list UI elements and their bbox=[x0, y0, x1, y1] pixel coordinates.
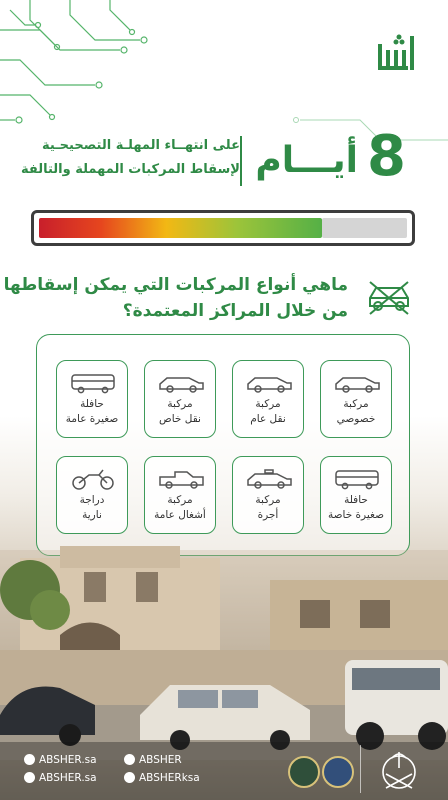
divider bbox=[240, 136, 242, 186]
globe-icon bbox=[24, 754, 35, 765]
vehicle-type-line-1: مركبة bbox=[255, 494, 281, 506]
traffic-emblem-icon bbox=[322, 756, 354, 788]
pickup-icon bbox=[157, 467, 205, 491]
twitter-icon bbox=[124, 754, 135, 765]
no-car-icon bbox=[364, 276, 414, 320]
vehicle-type-line-1: مركبة bbox=[343, 398, 369, 410]
countdown-subtitle-2: لإسقاط المركبات المهملة والتالفة bbox=[20, 162, 240, 177]
vehicle-card-label bbox=[321, 493, 391, 523]
vehicle-card bbox=[320, 456, 392, 534]
vehicle-type-line-1: مركبة bbox=[167, 494, 193, 506]
facebook-link[interactable]: ABSHERksa bbox=[124, 772, 200, 784]
vehicle-card bbox=[144, 360, 216, 438]
vehicle-type-line-2: نارية bbox=[82, 509, 102, 521]
vehicle-card bbox=[232, 456, 304, 534]
vehicle-card bbox=[56, 456, 128, 534]
vehicle-type-line-1: حافلة bbox=[80, 398, 104, 410]
progress-bar bbox=[31, 210, 415, 246]
vehicle-type-line-1: حافلة bbox=[344, 494, 368, 506]
vehicle-card-label bbox=[233, 397, 303, 427]
vehicle-type-line-1: دراجة bbox=[79, 494, 105, 506]
website-link[interactable]: ABSHER.sa bbox=[24, 754, 97, 766]
car-icon bbox=[333, 371, 381, 395]
bus-icon bbox=[333, 467, 381, 491]
footer-divider bbox=[360, 745, 361, 793]
vehicle-type-line-1: مركبة bbox=[255, 398, 281, 410]
police-emblem-icon bbox=[288, 756, 320, 788]
street-scene-photo bbox=[0, 540, 448, 760]
vehicle-card-label bbox=[233, 493, 303, 523]
car-icon bbox=[245, 371, 293, 395]
vehicle-type-line-1: مركبة bbox=[167, 398, 193, 410]
snapchat-link[interactable]: ABSHER.sa bbox=[24, 772, 97, 784]
countdown-header bbox=[20, 124, 420, 206]
ministry-of-interior-emblem-icon bbox=[372, 748, 426, 794]
vehicle-card-label bbox=[145, 397, 215, 427]
vehicle-type-line-2: نقل خاص bbox=[159, 413, 201, 425]
days-unit: أيـــام bbox=[255, 140, 358, 181]
bus-icon bbox=[69, 371, 117, 395]
question-line-2: من خلال المراكز المعتمدة؟ bbox=[122, 301, 348, 321]
vehicle-type-line-2: خصوصي bbox=[336, 413, 376, 425]
vehicle-card bbox=[144, 456, 216, 534]
progress-fill bbox=[39, 218, 322, 238]
vehicle-type-line-2: صغيرة عامة bbox=[65, 413, 119, 425]
question-heading bbox=[4, 272, 348, 324]
vehicle-card-label bbox=[57, 493, 127, 523]
vehicle-card-label bbox=[145, 493, 215, 523]
vehicle-card bbox=[232, 360, 304, 438]
absher-logo bbox=[372, 32, 420, 84]
question-line-1: ماهي أنواع المركبات التي يمكن إسقاطها bbox=[3, 275, 348, 295]
vehicle-type-line-2: نقل عام bbox=[250, 413, 286, 425]
taxi-icon bbox=[245, 467, 293, 491]
vehicle-card bbox=[320, 360, 392, 438]
vehicle-card bbox=[56, 360, 128, 438]
vehicle-type-line-2: أجرة bbox=[257, 509, 279, 521]
motorcycle-icon bbox=[69, 467, 117, 491]
vehicle-card-label bbox=[57, 397, 127, 427]
facebook-icon bbox=[124, 772, 135, 783]
countdown-subtitle-1: على انتهــاء المهلـة التصحيحـية bbox=[42, 138, 240, 153]
snapchat-icon bbox=[24, 772, 35, 783]
progress-remaining bbox=[322, 218, 407, 238]
car-icon bbox=[157, 371, 205, 395]
vehicle-type-line-2: صغيرة خاصة bbox=[327, 509, 385, 521]
twitter-link[interactable]: ABSHER bbox=[124, 754, 182, 766]
days-number: 8 bbox=[367, 124, 406, 189]
vehicle-type-line-2: أشغال عامة bbox=[154, 509, 206, 521]
vehicle-card-label bbox=[321, 397, 391, 427]
